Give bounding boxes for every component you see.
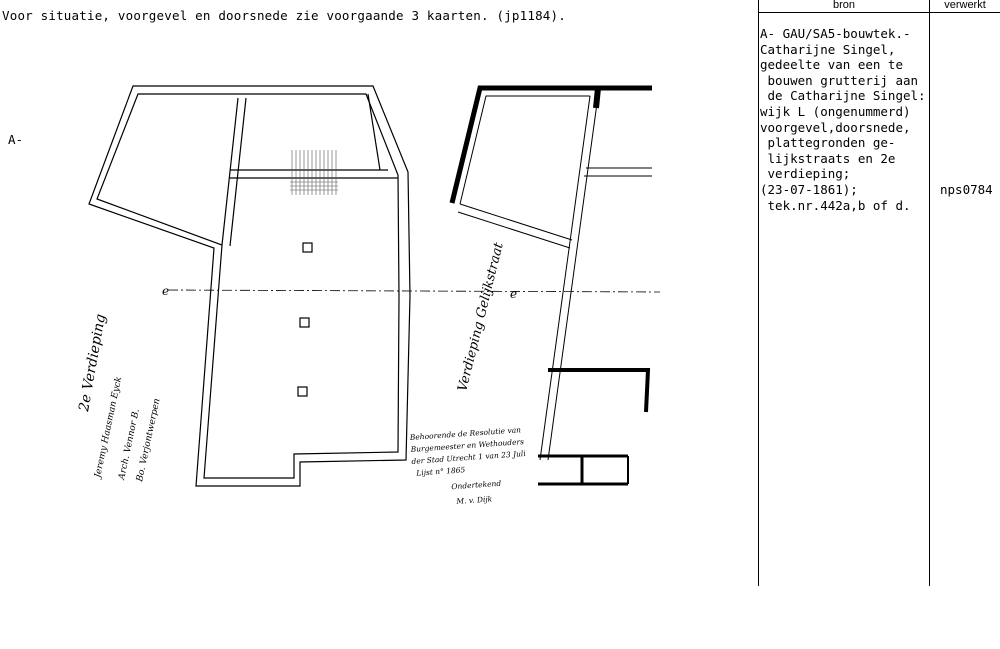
bron-line: verdieping;: [760, 166, 851, 182]
note-right-1: Behoorende de Resolutie van: [409, 425, 522, 442]
bron-line: gedeelte van een te: [760, 57, 903, 73]
bron-line: plattegronden ge-: [760, 135, 896, 151]
note-right-4: Lijst n° 1865: [416, 465, 466, 478]
label-left-floor: 2e Verdieping: [76, 312, 110, 413]
stair-hatching: [290, 150, 338, 195]
note-right-5: Ondertekend: [451, 478, 502, 492]
section-axis-line: [168, 290, 660, 292]
column-2: [300, 318, 309, 327]
right-plan-thick-wall: [452, 88, 652, 203]
right-plan-diagonal-wall: [460, 204, 572, 240]
bron-line: lijkstraats en 2e: [760, 150, 896, 166]
left-plan-inner-wall: [97, 94, 399, 478]
bron-entry: [760, 26, 930, 213]
left-plan-wall-b: [230, 98, 246, 246]
left-plan-wall-a: [222, 98, 238, 245]
column-divider-left: [758, 0, 759, 586]
verwerkt-entry: nps0784: [940, 182, 993, 197]
note-right-2: Burgemeester en Wethouders: [410, 437, 525, 454]
bron-line: tek.nr.442a,b of d.: [760, 197, 911, 213]
column-1: [303, 243, 312, 252]
header-bron: bron: [832, 0, 856, 11]
axis-mark-right: e: [510, 287, 518, 301]
item-marker: A-: [8, 132, 24, 147]
note-left-1: Jeremy Haasman Eyck: [93, 375, 125, 479]
right-plan-diagonal-wall-2: [458, 212, 570, 248]
notes-right: [409, 425, 530, 509]
right-plan-long-wall-b: [540, 96, 590, 460]
bron-line: wijk L (ongenummerd): [760, 103, 911, 119]
right-plan-thick-lower: [548, 370, 648, 412]
left-plan-wall-e: [368, 94, 380, 170]
page-caption: Voor situatie, voorgevel en doorsnede zie voorgaande 3 kaarten. (jp1184).: [2, 8, 566, 23]
bron-line: A- GAU/SA5-bouwtek.-: [760, 26, 911, 41]
note-left-2: Arch. Vennor B.: [117, 408, 142, 481]
note-right-3: der Stad Utrecht 1 van 23 Juli: [411, 448, 526, 466]
bron-line: Catharijne Singel,: [760, 41, 896, 57]
bron-line: voorgevel,doorsnede,: [760, 119, 911, 135]
bron-line: de Catharijne Singel:: [760, 88, 926, 104]
note-right-6: M. v. Dijk: [456, 494, 493, 506]
right-plan-long-wall-a: [548, 96, 598, 460]
header-verwerkt: verwerkt: [944, 0, 986, 11]
column-3: [298, 387, 307, 396]
label-right-floor: Verdieping Gelijkstraat: [455, 241, 507, 393]
axis-mark-left: e: [162, 284, 170, 298]
note-left-3: Bo. Verjontwerpen: [135, 397, 163, 483]
bron-line: (23-07-1861);: [760, 181, 858, 197]
header-rule: [758, 12, 1000, 13]
bron-line: bouwen grutterij aan: [760, 72, 919, 88]
notes-left: [93, 376, 163, 484]
right-plan-inner-wall: [460, 96, 590, 204]
